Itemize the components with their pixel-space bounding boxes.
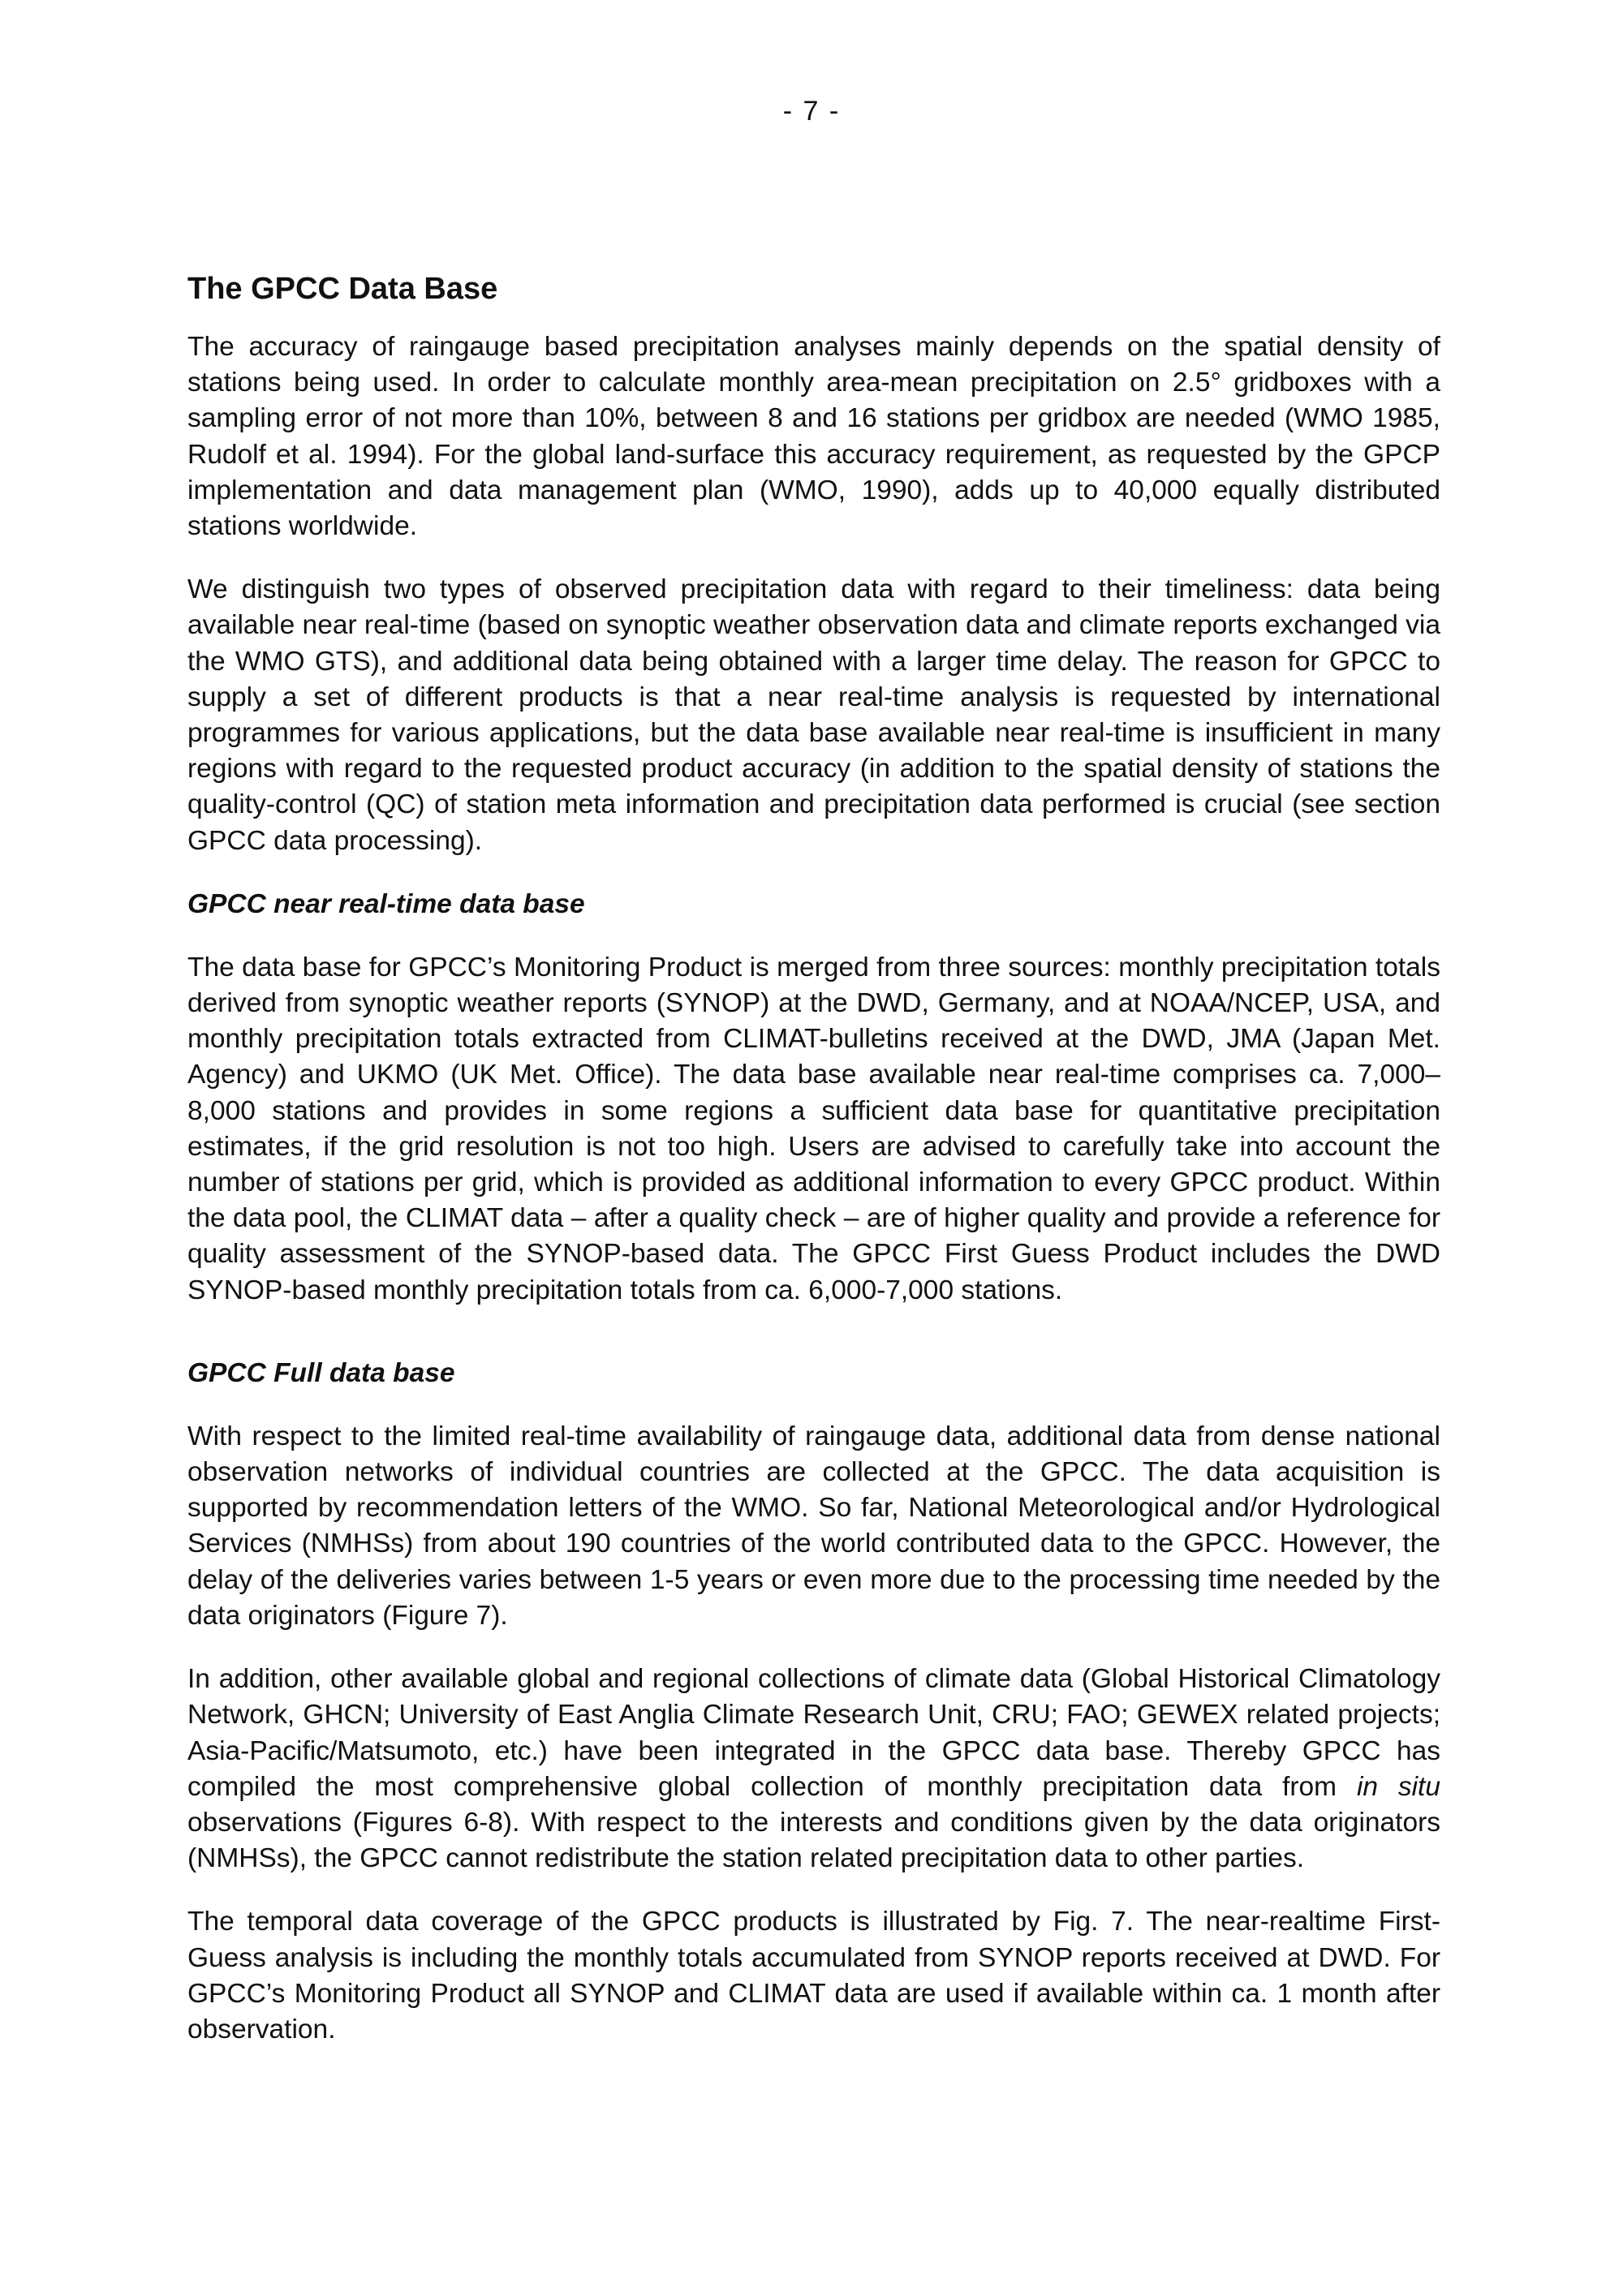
document-body — [187, 269, 1440, 2075]
in-situ-emphasis: in situ — [1356, 1771, 1440, 1802]
paragraph-full-database-collection: With respect to the limited real-time availability of raingauge data, additional data from dense national observation networks of individual countries are collected at the GPCC. The data acquisition is supported by recommendation letters of the WMO. So far, National Meteorological and/or Hydrological Services (NMHSs) from about 190 countries of the world contributed data to the GPCC. However, the delay of the deliveries varies between 1-5 years or even more due to the processing time needed by the data originators (Figure 7). — [187, 1421, 1440, 1631]
page-number: - 7 - — [782, 96, 841, 127]
paragraph-data-types: We distinguish two types of observed precipitation data with regard to their timeliness: data being available near real-time (based on synoptic weather observation data and climate reports exchanged via the WMO GTS), and additional data being obtained with a larger time delay. The reason for GPCC to supply a set of different products is that a near real-time analysis is requested by international programmes for various applications, but the data base available near real-time is insufficient in many regions with regard to the requested product accuracy (in addition to the spatial density of stations the quality-control (QC) of station meta information and precipitation data performed is crucial (see section GPCC data processing). — [187, 574, 1440, 856]
subsection-title-full-database: GPCC Full data base — [187, 1357, 455, 1388]
paragraph-near-realtime: The data base for GPCC’s Monitoring Product is merged from three sources: monthly precipitation totals derived from synoptic weather reports (SYNOP) at the DWD, Germany, and at NOAA/NCEP, USA, and monthly precipitation totals extracted from CLIMAT-bulletins received at the DWD, JMA (Japan Met. Agency) and UKMO (UK Met. Office). The data base available near real-time comprises ca. 7,000–8,000 stations and provides in some regions a sufficient data base for quantitative precipitation estimates, if the grid resolution is not too high. Users are advised to carefully take into account the number of stations per grid, which is provided as additional information to every GPCC product. Within the data pool, the CLIMAT data – after a quality check – are of higher quality and provide a reference for quality assessment of the SYNOP-based data. The GPCC First Guess Product includes the DWD SYNOP-based monthly precipitation totals from ca. 6,000-7,000 stations. — [187, 952, 1440, 1305]
paragraph-text-segment: In addition, other available global and regional collections of climate data (Global Historical Climatology Network, GHCN; University of East Anglia Climate Research Unit, CRU; FAO; GEWEX related projects; Asia-Pacific/Matsumoto, etc.) have been integrated in the GPCC data base. Thereby GPCC has compiled the most comprehensive global collection of monthly precipitation data from — [187, 1664, 1440, 1802]
paragraph-text-segment: observations (Figures 6-8). With respect to the interests and conditions given by the data originators (NMHSs), the GPCC cannot redistribute the station related precipitation data to other parties. — [187, 1807, 1440, 1874]
paragraph-full-database-integration — [187, 1662, 1440, 1877]
paragraph-accuracy: The accuracy of raingauge based precipitation analyses mainly depends on the spatial density of stations being used. In order to calculate monthly area-mean precipitation on 2.5° gridboxes with a sampling error of not more than 10%, between 8 and 16 stations per gridbox are needed (WMO 1985, Rudolf et al. 1994). For the global land-surface this accuracy requirement, as requested by the GPCP implementation and data management plan (WMO, 1990), adds up to 40,000 equally distributed stations worldwide. — [187, 332, 1440, 542]
subsection-title-near-realtime: GPCC near real-time data base — [187, 888, 585, 919]
paragraph-temporal-coverage: The temporal data coverage of the GPCC products is illustrated by Fig. 7. The near-realtime First-Guess analysis is including the monthly totals accumulated from SYNOP reports received at DWD. For GPCC’s Monitoring Product all SYNOP and CLIMAT data are used if available within ca. 1 month after observation. — [187, 1907, 1440, 2044]
section-title: The GPCC Data Base — [187, 272, 498, 306]
